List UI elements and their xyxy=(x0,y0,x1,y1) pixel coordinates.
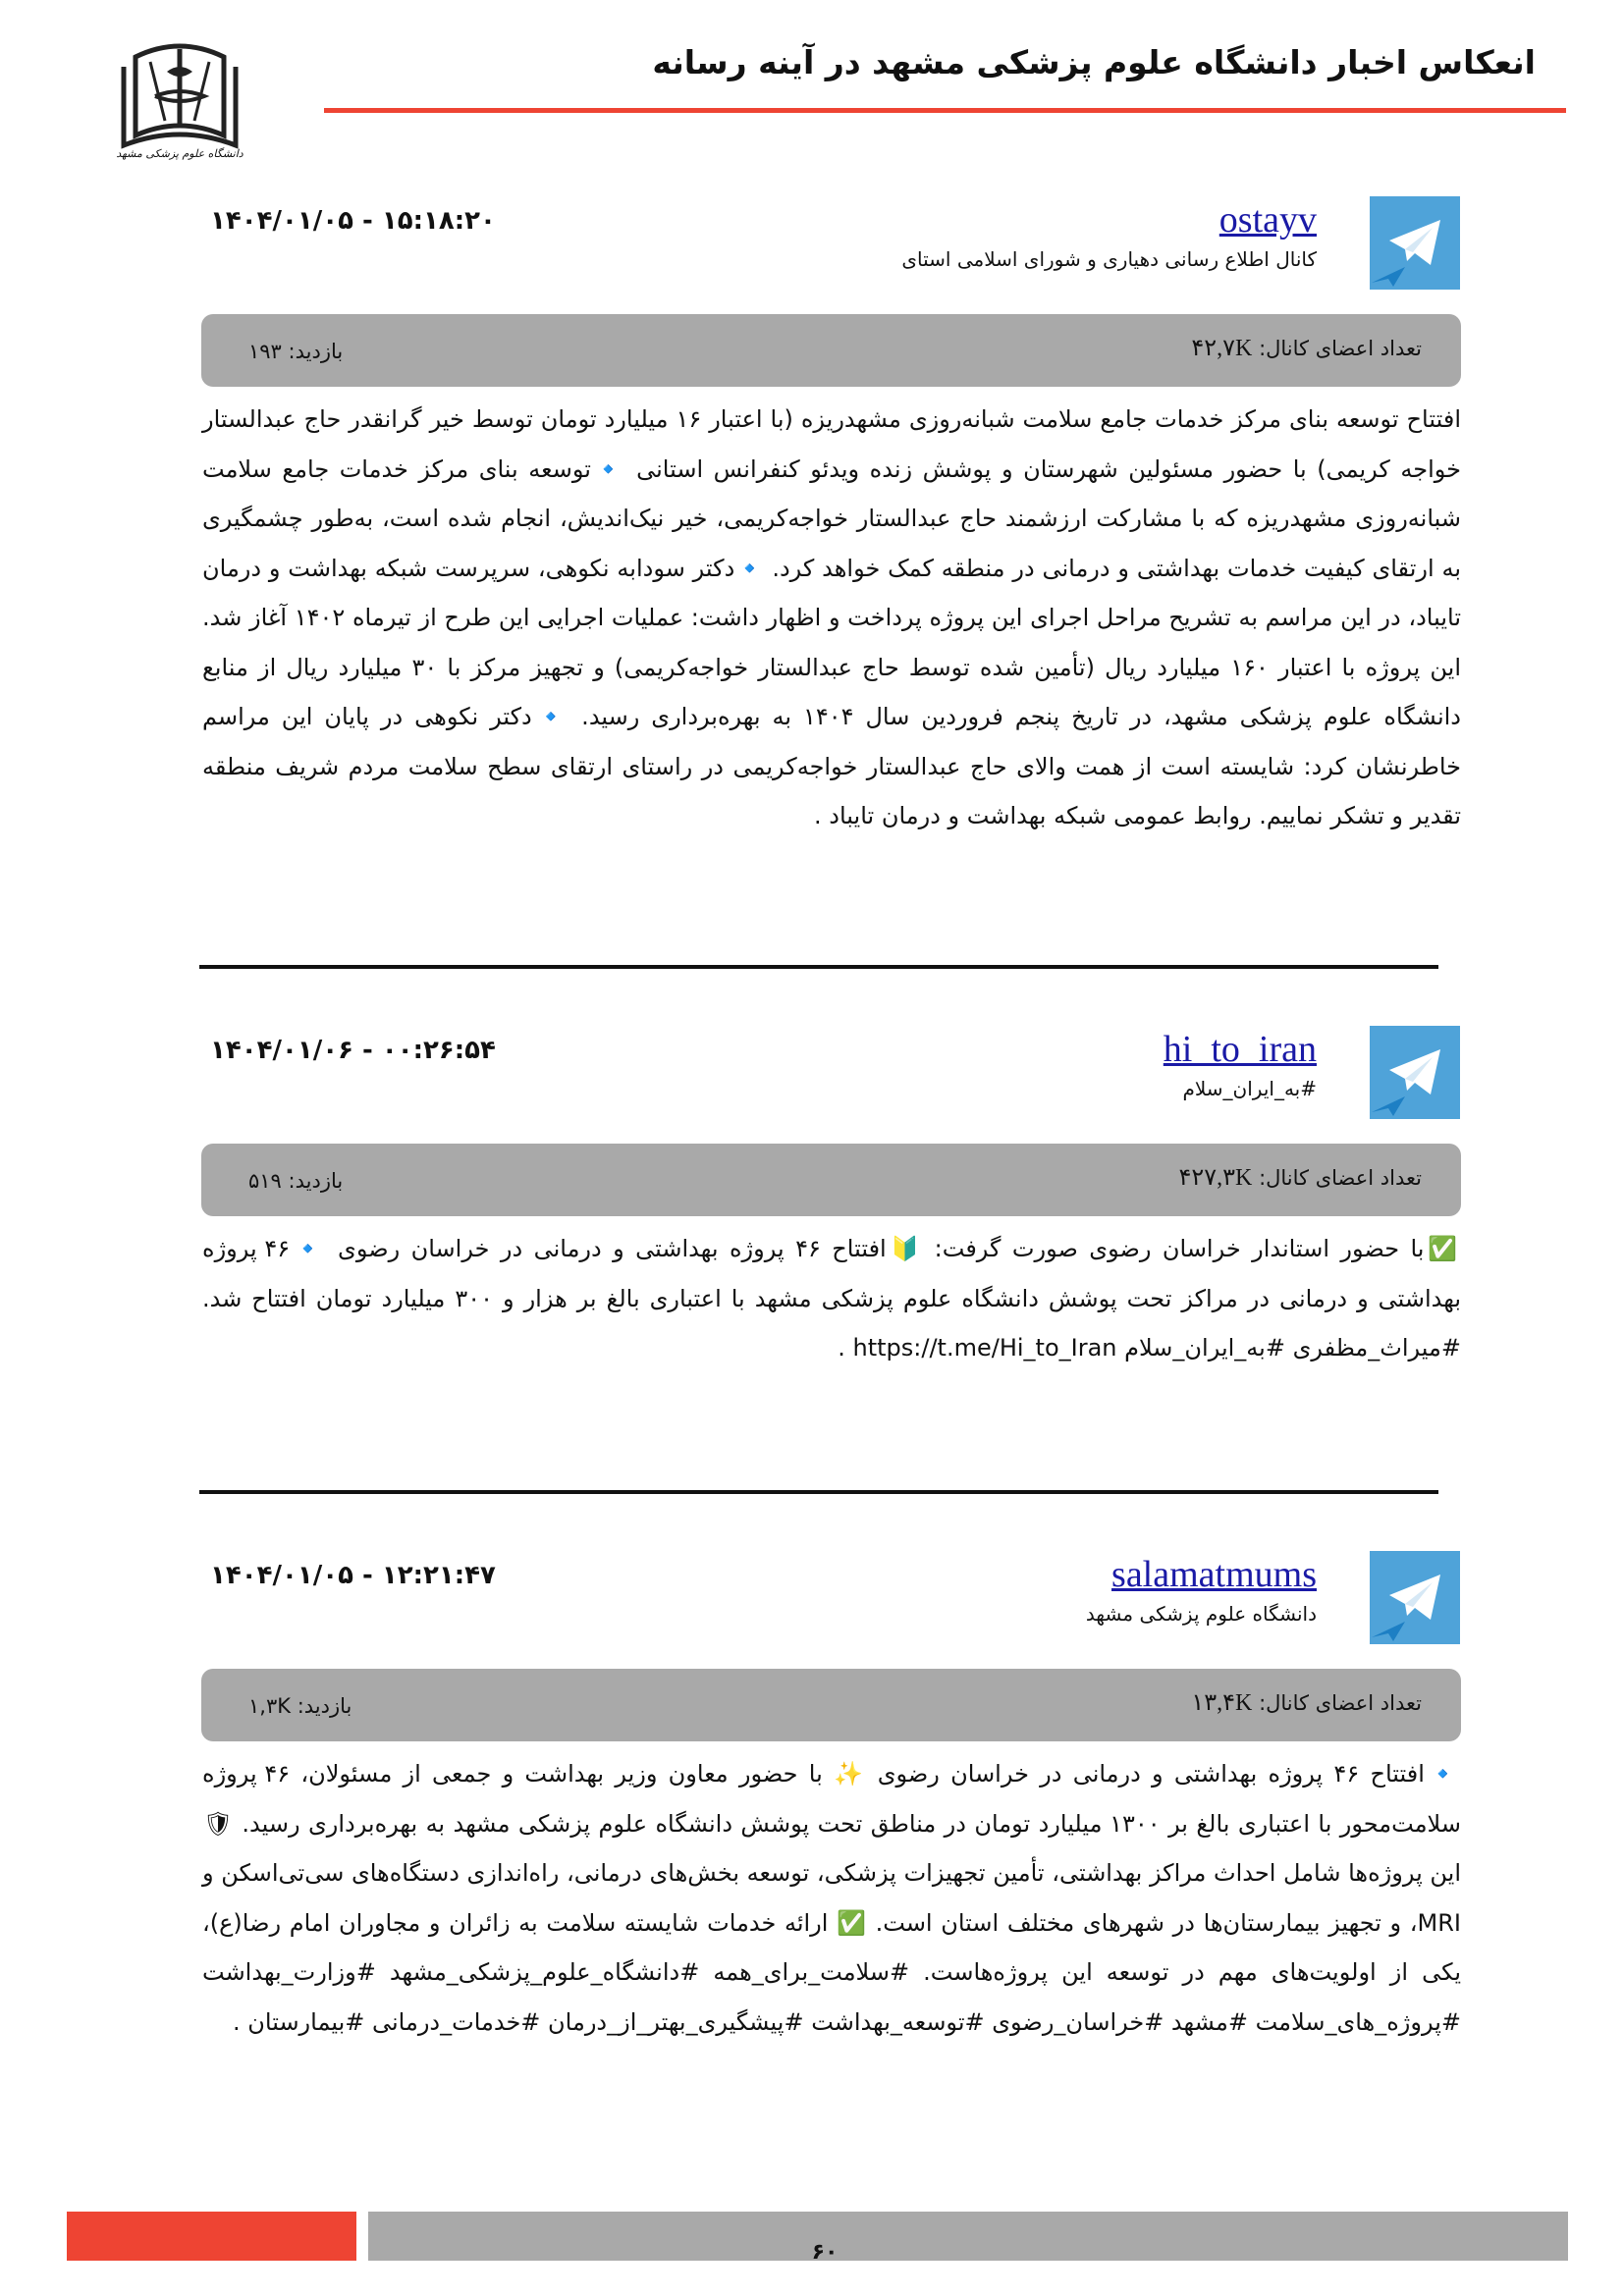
views-label: بازدید: xyxy=(297,1694,352,1718)
members-count xyxy=(1191,334,1422,362)
telegram-icon xyxy=(1370,1026,1460,1119)
members-label: تعداد اعضای کانال: xyxy=(1259,1166,1422,1190)
university-logo xyxy=(116,37,244,173)
channel-name-link[interactable]: hi_to_iran xyxy=(1163,1029,1317,1070)
page-title: انعکاس اخبار دانشگاه علوم پزشکی مشهد در آینه رسانه xyxy=(652,43,1536,81)
channel-description: کانال اطلاع رسانی دهیاری و شورای اسلامی استای xyxy=(901,247,1317,271)
views-label: بازدید: xyxy=(288,340,344,363)
views-count xyxy=(248,1694,352,1718)
members-count xyxy=(1178,1163,1422,1192)
title-underline xyxy=(324,108,1566,113)
post-body: 🔹افتتاح ۴۶ پروژه بهداشتی و درمانی در خراسان رضوی ✨ با حضور معاون وزیر بهداشت و جمعی از مسئولان، ۴۶ پروژه سلامت‌محور با اعتباری بالغ بر ۱۳۰۰ میلیارد تومان در مناطق تحت پوشش دانشگاه علوم پزشکی مشهد به بهره‌برداری رسید. 🛡 این پروژه‌ها شامل احداث مراکز بهداشتی، تأمین تجهیزات پزشکی، توسعه بخش‌های درمانی، راه‌اندازی دستگاه‌های سی‌تی‌اسکن و MRI، و تجهیز بیمارستان‌ها در شهرهای مختلف استان است. ✅ ارائه خدمات شایسته سلامت به زائران و مجاوران امام رضا(ع)، یکی از اولویت‌های مهم در توسعه این پروژه‌هاست. #سلامت_برای_همه #دانشگاه_علوم_پزشکی_مشهد #وزارت_بهداشت #پروژه_های_سلامت #مشهد #خراسان_رضوی #توسعه_بهداشت #پیشگیری_بهتر_از_درمان #خدمات_درمانی #بیمارستان . xyxy=(202,1760,1461,2036)
post-datetime: ۱۴۰۴/۰۱/۰۵ - ۱۲:۲۱:۴۷ xyxy=(210,1561,496,1590)
post-datetime: ۱۴۰۴/۰۱/۰۵ - ۱۵:۱۸:۲۰ xyxy=(210,206,496,236)
footer-bar xyxy=(368,2212,1568,2261)
post-body: افتتاح توسعه بنای مرکز خدمات جامع سلامت شبانه‌روزی مشهدریزه (با اعتبار ۱۶ میلیارد تومان توسط خیر گرانقدر حاج عبدالستار خواجه کریمی) با حضور مسئولین شهرستان و پوشش زنده ویدئو کنفرانس استانی 🔹توسعه بنای مرکز خدمات جامع سلامت شبانه‌روزی مشهدریزه که با مشارکت ارزشمند حاج عبدالستار خواجه‌کریمی، خیر نیک‌اندیش، انجام شده است، به‌طور چشمگیری به ارتقای کیفیت خدمات بهداشتی و درمانی در منطقه کمک خواهد کرد. 🔹دکتر سودابه نکوهی، سرپرست شبکه بهداشت و درمان تایباد، در این مراسم به تشریح مراحل اجرای این پروژه پرداخت و اظهار داشت: عملیات اجرایی این طرح از تیرماه ۱۴۰۲ آغاز شد. این پروژه با اعتبار ۱۶۰ میلیارد ریال (تأمین شده توسط حاج عبدالستار خواجه‌کریمی) و تجهیز مرکز با ۳۰ میلیارد ریال از منابع دانشگاه علوم پزشکی مشهد، در تاریخ پنجم فروردین سال ۱۴۰۴ به بهره‌برداری رسید. 🔹دکتر نکوهی در پایان این مراسم خاطرنشان کرد: شایسته است از همت والای حاج عبدالستار خواجه‌کریمی در راستای ارتقای سطح سلامت مردم شریف منطقه تقدیر و تشکر نماییم. روابط عمومی شبکه بهداشت و درمان تایباد . xyxy=(202,405,1462,829)
members-value: ۴۲۷,۳K xyxy=(1178,1165,1253,1191)
channel-description: #به_ایران_سلام xyxy=(1182,1077,1317,1100)
members-label: تعداد اعضای کانال: xyxy=(1259,1691,1422,1715)
logo-caption: دانشگاه علوم پزشکی مشهد xyxy=(116,147,244,160)
channel-name-link[interactable]: salamatmums xyxy=(1111,1554,1317,1595)
views-count xyxy=(248,1169,343,1193)
channel-description: دانشگاه علوم پزشکی مشهد xyxy=(1085,1602,1317,1626)
views-value: ۵۱۹ xyxy=(248,1169,282,1193)
post-meta-bar xyxy=(201,314,1461,387)
members-value: ۴۲,۷K xyxy=(1191,336,1253,361)
post-meta-bar xyxy=(201,1144,1461,1216)
post-separator xyxy=(199,1490,1438,1494)
post-datetime: ۱۴۰۴/۰۱/۰۶ - ۰۰:۲۶:۵۴ xyxy=(210,1036,496,1065)
post-meta-bar xyxy=(201,1669,1461,1741)
post-separator xyxy=(199,965,1438,969)
views-value: ۱,۳K xyxy=(248,1694,292,1718)
telegram-icon xyxy=(1370,1551,1460,1644)
members-label: تعداد اعضای کانال: xyxy=(1259,337,1422,360)
views-count xyxy=(248,340,343,363)
channel-name-link[interactable]: ostayv xyxy=(1218,199,1317,240)
members-count xyxy=(1191,1688,1422,1717)
telegram-icon xyxy=(1370,196,1460,290)
post-body: ✅با حضور استاندار خراسان رضوی صورت گرفت: 🔰افتتاح ۴۶ پروژه بهداشتی و درمانی در خراسان رضوی 🔹۴۶ پروژه بهداشتی و درمانی در مراکز تحت پوشش دانشگاه علوم پزشکی مشهد با اعتباری بالغ بر هزار و ۳۰۰ میلیارد تومان افتتاح شد. #میراث_مظفری #به_ایران_سلام https://t.me/Hi_to_Iran . xyxy=(202,1235,1461,1362)
views-value: ۱۹۳ xyxy=(248,340,282,363)
members-value: ۱۳,۴K xyxy=(1191,1690,1253,1716)
footer-accent-bar xyxy=(67,2212,356,2261)
views-label: بازدید: xyxy=(288,1169,344,1193)
page-number: ۶۰ xyxy=(811,2240,839,2265)
